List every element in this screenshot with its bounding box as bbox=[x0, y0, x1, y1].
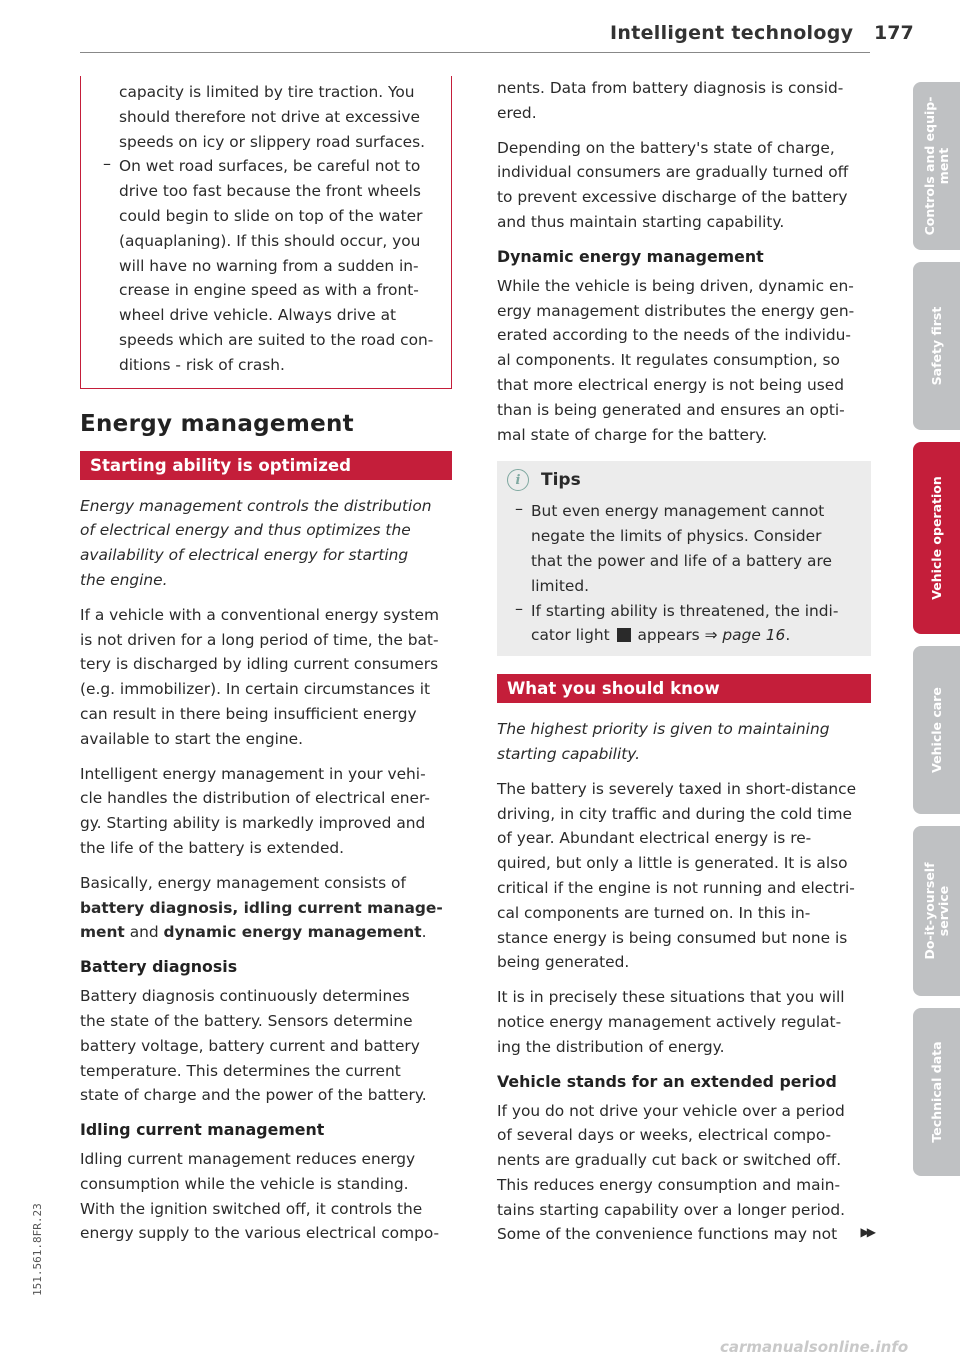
text-line: temperature. This determines the current bbox=[80, 1061, 401, 1080]
paragraph bbox=[80, 762, 452, 861]
text-line: will have no warning from a sudden in- bbox=[119, 256, 419, 275]
text-line: nents are gradually cut back or switched off. bbox=[497, 1151, 842, 1170]
text-span: . bbox=[421, 923, 427, 942]
text-line: If starting ability is threatened, the indi- bbox=[531, 601, 839, 620]
text-line: tains starting capability over a longer period. bbox=[497, 1200, 846, 1219]
text-line bbox=[531, 623, 861, 648]
text-line: the state of the battery. Sensors determine bbox=[80, 1011, 413, 1030]
warning-bullet bbox=[95, 154, 439, 377]
text-line: Some of the convenience functions may not bbox=[497, 1225, 838, 1244]
text-line: the life of the battery is extended. bbox=[80, 838, 345, 857]
text-line: starting capability. bbox=[497, 744, 641, 763]
text-line: al components. It regulates consumption, so bbox=[497, 351, 840, 370]
subsection-bar-what-you-should-know: What you should know bbox=[497, 674, 871, 703]
section-title: Energy management bbox=[80, 410, 354, 437]
tab-label: Technical data bbox=[928, 1041, 944, 1143]
text-line: It is in precisely these situations that you will bbox=[497, 988, 845, 1007]
text-line: and thus maintain starting capability. bbox=[497, 212, 785, 231]
text-line: battery voltage, battery current and battery bbox=[80, 1036, 420, 1055]
text-line: This reduces energy consumption and main- bbox=[497, 1175, 841, 1194]
text-line: than is being generated and ensures an opti- bbox=[497, 400, 845, 419]
text-line: quired, but only a little is generated. It is also bbox=[497, 854, 848, 873]
text-line: of electrical energy and thus optimizes the bbox=[80, 521, 411, 540]
page-header-title: Intelligent technology bbox=[610, 22, 854, 44]
text-line bbox=[80, 896, 452, 921]
tab-controls-and-equipment[interactable] bbox=[913, 82, 960, 250]
text-line: Idling current management reduces energy bbox=[80, 1150, 416, 1169]
text-line: notice energy management actively regulat- bbox=[497, 1012, 842, 1031]
text-line: mal state of charge for the battery. bbox=[497, 425, 768, 444]
text-line: erated according to the needs of the individu- bbox=[497, 326, 851, 345]
subsection-bar-starting-ability: Starting ability is optimized bbox=[80, 451, 452, 480]
text-line: individual consumers are gradually turned off bbox=[497, 163, 849, 182]
text-line: availability of electrical energy for starting bbox=[80, 546, 409, 565]
info-icon: i bbox=[507, 469, 529, 491]
tab-vehicle-care[interactable] bbox=[913, 646, 960, 814]
page-reference-link[interactable]: ⇒ page 16 bbox=[704, 626, 786, 645]
text-line: of year. Abundant electrical energy is re- bbox=[497, 829, 812, 848]
text-line: Depending on the battery's state of charge, bbox=[497, 138, 835, 157]
text-line: state of charge and the power of the battery. bbox=[80, 1086, 427, 1105]
paragraph bbox=[80, 871, 452, 945]
tab-label: Do-it-yourself service bbox=[921, 862, 951, 960]
paragraph bbox=[80, 603, 452, 752]
bullet-dash: – bbox=[515, 598, 523, 618]
right-column bbox=[497, 76, 871, 1247]
text-line: could begin to slide on top of the water bbox=[119, 206, 423, 225]
intro-italic bbox=[80, 494, 452, 593]
text-line: of several days or weeks, electrical compo- bbox=[497, 1126, 832, 1145]
text-line: that more electrical energy is not being used bbox=[497, 375, 845, 394]
text-span: cator light bbox=[531, 626, 610, 645]
text-line: With the ignition switched off, it controls the bbox=[80, 1199, 423, 1218]
continue-arrow-icon: ▶▶ bbox=[860, 1225, 873, 1240]
bullet-dash: – bbox=[515, 499, 523, 519]
text-line: On wet road surfaces, be careful not to bbox=[119, 157, 421, 176]
text-line: ing the distribution of energy. bbox=[497, 1037, 725, 1056]
text-line: Battery diagnosis continuously determines bbox=[80, 987, 410, 1006]
chapter-tabs bbox=[913, 82, 960, 1188]
text-line: But even energy management cannot bbox=[531, 502, 825, 521]
text-line: Energy management controls the distribution bbox=[80, 496, 432, 515]
heading-extended-period: Vehicle stands for an extended period bbox=[497, 1071, 837, 1091]
tips-item bbox=[507, 599, 861, 649]
text-line: negate the limits of physics. Consider bbox=[531, 527, 822, 546]
bold-term: battery diagnosis, idling current manage- bbox=[80, 898, 443, 917]
text-line: wheel drive vehicle. Always drive at bbox=[119, 306, 397, 325]
tips-title: Tips bbox=[541, 470, 581, 491]
tab-label: Vehicle care bbox=[928, 687, 944, 773]
paragraph bbox=[80, 984, 452, 1108]
text-line: consumption while the vehicle is standing. bbox=[80, 1174, 409, 1193]
text-line bbox=[80, 920, 452, 945]
text-line: Basically, energy management consists of bbox=[80, 873, 406, 892]
text-line: capacity is limited by tire traction. You bbox=[119, 83, 415, 101]
text-line: If a vehicle with a conventional energy system bbox=[80, 605, 439, 624]
text-line: ergy management distributes the energy gen- bbox=[497, 301, 855, 320]
paragraph bbox=[497, 1099, 871, 1248]
text-line: Intelligent energy management in your vehi- bbox=[80, 764, 426, 783]
text-line: nents. Data from battery diagnosis is consid- bbox=[497, 79, 844, 97]
tips-item bbox=[507, 499, 861, 598]
text-line: crease in engine speed as with a front- bbox=[119, 281, 419, 300]
text-line: gy. Starting ability is markedly improved and bbox=[80, 814, 426, 833]
tab-label: Vehicle operation bbox=[928, 476, 944, 600]
text-line: stance energy is being consumed but none is bbox=[497, 928, 848, 947]
text-line: cle handles the distribution of electrical ener- bbox=[80, 789, 430, 808]
header-rule bbox=[80, 52, 870, 53]
text-line: ered. bbox=[497, 103, 537, 122]
text-line: limited. bbox=[531, 576, 589, 595]
text-line: critical if the engine is not running and electri- bbox=[497, 878, 855, 897]
text-line: drive too fast because the front wheels bbox=[119, 182, 421, 201]
paragraph bbox=[497, 274, 871, 448]
text-line: The highest priority is given to maintaining bbox=[497, 720, 830, 739]
paragraph bbox=[497, 777, 871, 975]
text-line: If you do not drive your vehicle over a period bbox=[497, 1101, 845, 1120]
watermark: carmanualsonline.info bbox=[720, 1338, 909, 1356]
paragraph bbox=[497, 136, 871, 235]
document-code: 151.561.8FR.23 bbox=[31, 1203, 44, 1296]
tab-safety-first[interactable] bbox=[913, 262, 960, 430]
text-line: speeds which are suited to the road con- bbox=[119, 330, 434, 349]
text-line: should therefore not drive at excessive bbox=[119, 107, 420, 126]
text-line: can result in there being insufficient energy bbox=[80, 704, 417, 723]
text-line: is not driven for a long period of time, the bat- bbox=[80, 630, 439, 649]
text-span: and bbox=[124, 923, 164, 942]
tab-vehicle-operation[interactable] bbox=[913, 442, 960, 634]
warning-box-continuation bbox=[80, 76, 452, 389]
heading-idling-current: Idling current management bbox=[80, 1120, 325, 1140]
text-line: the engine. bbox=[80, 570, 168, 589]
left-column bbox=[80, 76, 452, 1246]
heading-battery-diagnosis: Battery diagnosis bbox=[80, 957, 238, 977]
battery-warning-icon bbox=[617, 628, 631, 642]
bold-term: dynamic energy management bbox=[163, 923, 422, 942]
text-line: (e.g. immobilizer). In certain circumstances it bbox=[80, 680, 431, 699]
text-line: energy supply to the various electrical compo- bbox=[80, 1224, 440, 1243]
text-line: ditions - risk of crash. bbox=[119, 355, 285, 374]
bold-term: ment bbox=[80, 923, 125, 942]
text-line: available to start the engine. bbox=[80, 729, 303, 748]
text-line: cal components are turned on. In this in- bbox=[497, 903, 811, 922]
tab-label: Safety first bbox=[928, 306, 944, 386]
intro-italic bbox=[497, 717, 871, 767]
page-number: 177 bbox=[874, 22, 914, 44]
bullet-dash: – bbox=[103, 154, 111, 174]
tab-label: Controls and equip- ment bbox=[921, 96, 951, 236]
tips-header bbox=[507, 461, 861, 499]
paragraph bbox=[497, 76, 871, 126]
paragraph bbox=[497, 985, 871, 1059]
text-line: speeds on icy or slippery road surfaces. bbox=[119, 132, 426, 151]
text-line: tery is discharged by idling current consumers bbox=[80, 655, 439, 674]
heading-dynamic-energy: Dynamic energy management bbox=[497, 246, 764, 266]
tab-do-it-yourself-service[interactable] bbox=[913, 826, 960, 996]
tips-box bbox=[497, 461, 871, 656]
text-line: (aquaplaning). If this should occur, you bbox=[119, 231, 421, 250]
tab-technical-data[interactable] bbox=[913, 1008, 960, 1176]
text-span: appears bbox=[632, 626, 705, 645]
text-line: While the vehicle is being driven, dynamic en- bbox=[497, 276, 854, 295]
text-line: being generated. bbox=[497, 953, 630, 972]
text-span: . bbox=[785, 626, 791, 645]
text-line: that the power and life of a battery are bbox=[531, 551, 832, 570]
paragraph bbox=[80, 1147, 452, 1246]
text-line: driving, in city traffic and during the cold time bbox=[497, 804, 852, 823]
text-line: to prevent excessive discharge of the battery bbox=[497, 188, 848, 207]
text-line: The battery is severely taxed in short-distance bbox=[497, 779, 857, 798]
